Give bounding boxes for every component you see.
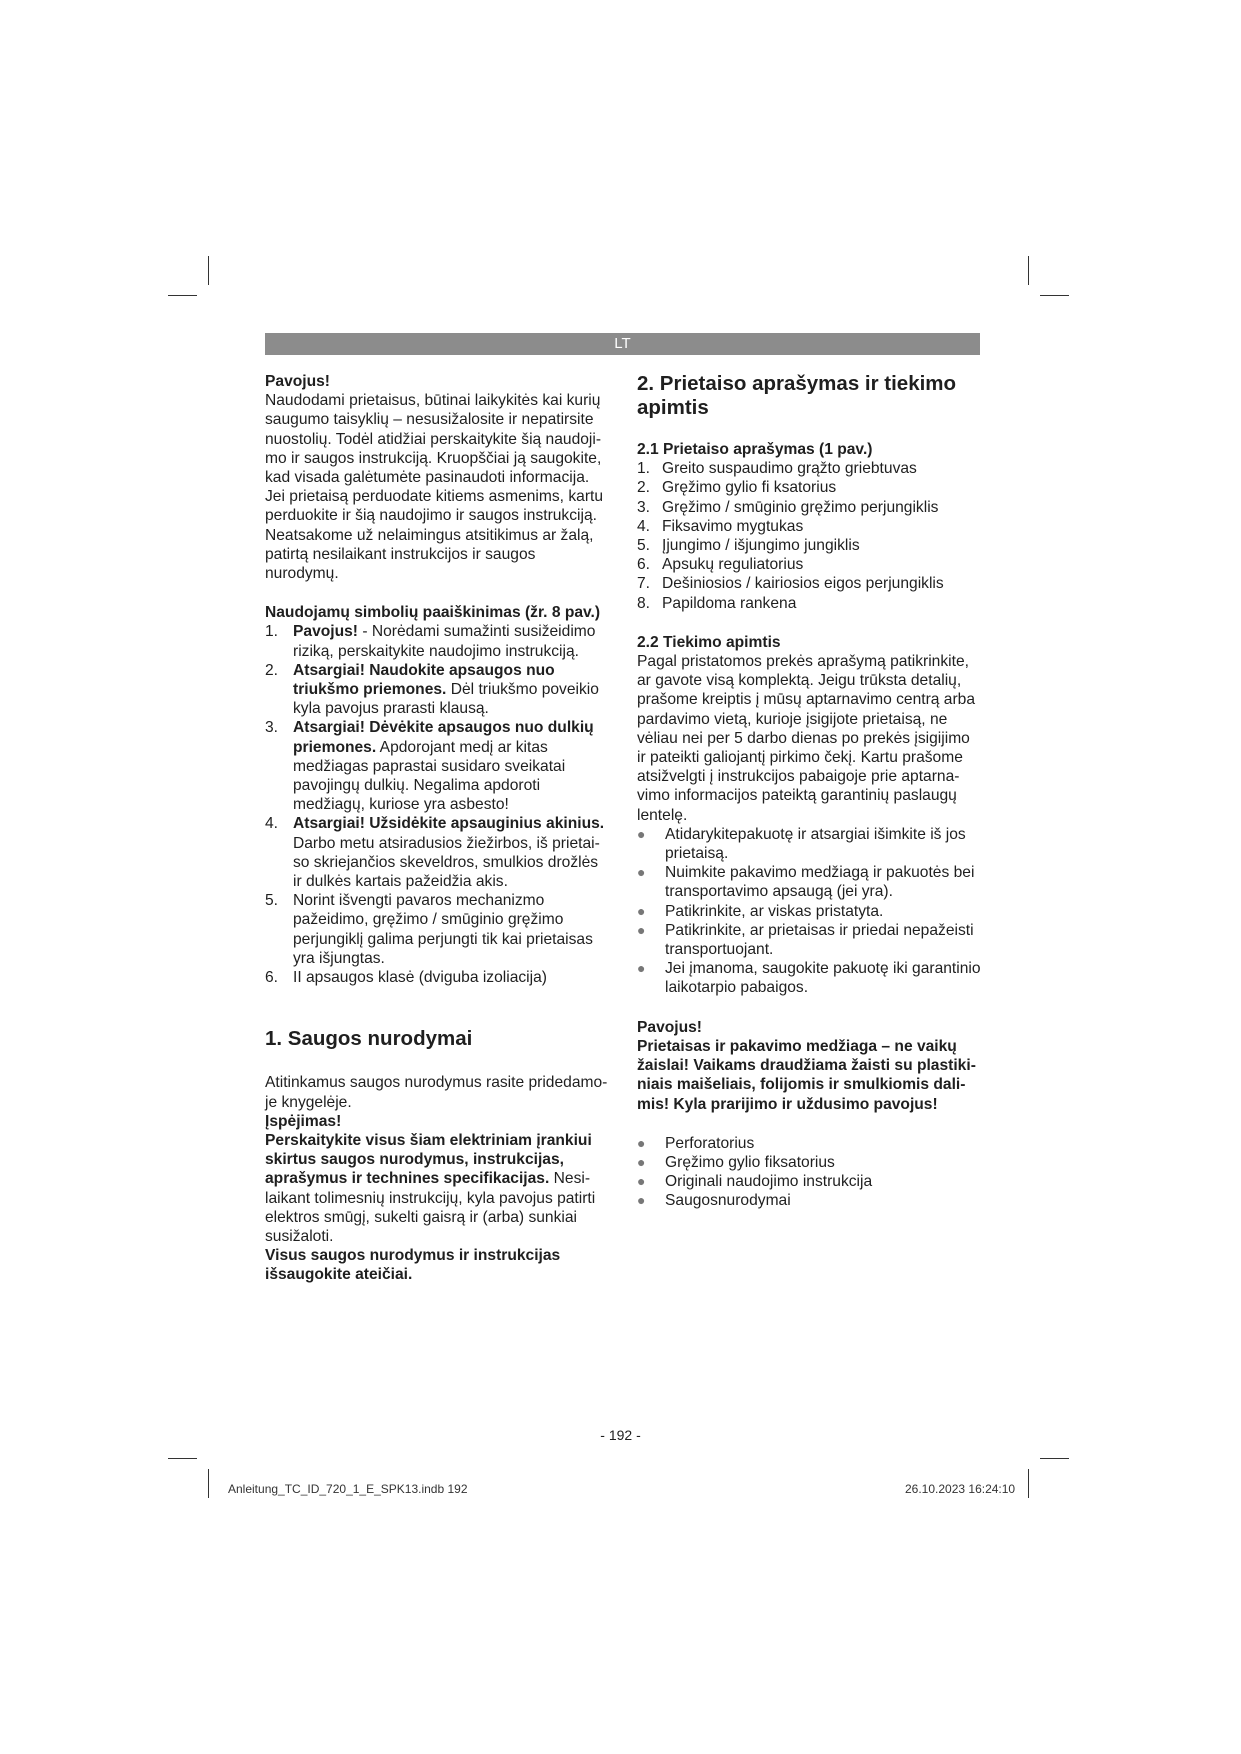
danger2-title: Pavojus!: [637, 1018, 702, 1036]
bullet-icon: ●: [637, 960, 646, 977]
crop-mark: [168, 1458, 197, 1459]
danger-title: Pavojus!: [265, 373, 330, 390]
bullet-icon: ●: [637, 902, 646, 919]
parts-list: [637, 459, 982, 613]
contents-list: [637, 1134, 982, 1211]
page-number: - 192 -: [600, 1427, 641, 1443]
bullet-icon: ●: [637, 1192, 646, 1209]
language-bar: LT: [265, 333, 980, 355]
crop-mark: [1040, 295, 1069, 296]
bullet-icon: ●: [637, 1134, 646, 1151]
list-item: 8. Papildoma rankena: [637, 594, 797, 612]
section1-intro: Atitinkamus saugos nurodymus rasite pridedamoje knygelėje.: [265, 1074, 608, 1111]
steps-list: [637, 825, 982, 998]
keep-instructions: Visus saugos nurodymus ir instrukcijas išsaugokite ateičiai.: [265, 1247, 561, 1284]
crop-mark: [1028, 256, 1029, 285]
sub21-title: 2.1 Prietaiso aprašymas (1 pav.): [637, 441, 873, 458]
list-item: ● Patikrinkite, ar prietaisas ir priedai nepažeisti transportuojant.: [637, 921, 974, 959]
crop-mark: [1028, 1469, 1029, 1498]
crop-mark: [208, 1469, 209, 1498]
list-item: ● Gręžimo gylio fiksatorius: [637, 1153, 835, 1171]
list-item: ● Patikrinkite, ar viskas pristatyta.: [637, 902, 884, 920]
warning-text: Perskaitykite visus šiam elektriniam įrankiui skirtus saugos nurodymus, instrukcijas, aprašymus ir technines specifikacijas. Nesilaikant tolimesnių instrukcijų, kyla pavojus patirti elektros smūgį, sukelti gaisrą ir (arba) sunkiai susižaloti.: [265, 1131, 596, 1245]
footer-timestamp: 26.10.2023 16:24:10: [905, 1482, 1016, 1496]
list-item: ● Nuimkite pakavimo medžiagą ir pakuotės bei transportavimo apsaugą (jei yra).: [637, 864, 975, 901]
list-item: 6. II apsaugos klasė (dviguba izoliacija): [265, 969, 547, 987]
crop-mark: [168, 295, 197, 296]
symbols-title: Naudojamų simbolių paaiškinimas (žr. 8 pav.): [265, 604, 601, 622]
list-item: ● Saugosnurodymai: [637, 1192, 791, 1210]
list-item: 2. Atsargiai! Naudokite apsaugos nuo triukšmo priemones. Dėl triukšmo poveikio kyla pavojus prarasti klausą.: [265, 661, 599, 718]
list-item: ● Jei įmanoma, saugokite pakuotę iki garantinio laikotarpio pabaigos.: [637, 960, 981, 997]
crop-mark: [1040, 1458, 1069, 1459]
list-item: ● Perforatorius: [637, 1134, 755, 1152]
list-item: 1. Greito suspaudimo grąžto griebtuvas: [637, 460, 917, 478]
danger2-text: Prietaisas ir pakavimo medžiaga – ne vaikų žaislai! Vaikams draudžiama žaisti su plastikiniais maišeliais, folijomis ir smulkiomis dalimis! Kyla prarijimo ir uždusimo pavojus!: [637, 1037, 976, 1113]
right-column: [637, 372, 982, 1211]
bullet-icon: ●: [637, 825, 646, 842]
section2-title: 2. Prietaiso aprašymas ir tiekimo apimtis: [637, 372, 957, 419]
list-item: 4. Fiksavimo mygtukas: [637, 517, 804, 535]
bullet-icon: ●: [637, 1153, 646, 1170]
list-item: ● Originali naudojimo instrukcija: [637, 1173, 873, 1191]
crop-mark: [208, 256, 209, 285]
list-item: 5. Įjungimo / išjungimo jungiklis: [637, 537, 860, 555]
list-item: 3. Gręžimo / smūginio gręžimo perjungiklis: [637, 498, 939, 516]
warning-title: Įspėjimas!: [265, 1112, 342, 1130]
list-item: 6. Apsukų reguliatorius: [637, 556, 804, 574]
footer-file: Anleitung_TC_ID_720_1_E_SPK13.indb 192: [228, 1482, 468, 1496]
left-column: [265, 372, 610, 1285]
sub22-title: 2.2 Tiekimo apimtis: [637, 633, 781, 651]
bullet-icon: ●: [637, 921, 646, 938]
list-item: 2. Gręžimo gylio fi ksatorius: [637, 479, 837, 497]
list-item: ● Atidarykitepakuotę ir atsargiai išimkite iš jos prietaisą.: [637, 825, 966, 863]
list-item: 5. Norint išvengti pavaros mechanizmo pažeidimo, gręžimo / smūginio gręžimo perjungiklį galima perjungti tik kai prietaisas yra išjungtas.: [265, 892, 593, 967]
list-item: 3. Atsargiai! Dėvėkite apsaugos nuo dulkių priemones. Apdorojant medį ar kitas medžiagas paprastai susidaro sveikatai pavojingų dulkių. Negalima apdoroti medžiagų, kuriose yra asbesto!: [265, 719, 594, 814]
scope-text: Pagal pristatomos prekės aprašymą patikrinkite, ar gavote visą komplektą. Jeigu trūksta detalių, prašome kreiptis į mūsų aptarnavimo centrą arba pardavimo vietą, kurioje įsigijote prietaisą, ne vėliau nei per 5 darbo dienas po prekės įsigijimo ir pateikti galiojantį pirkimo čekį. Kartu prašome atsižvelgti į instrukcijos pabaigoje prie aptarnavimo informacijos pateiktą garantinių paslaugų lentelę.: [637, 653, 976, 824]
bullet-icon: ●: [637, 864, 646, 881]
symbols-list: [265, 622, 610, 987]
section1-title: 1. Saugos nurodymai: [265, 1027, 473, 1051]
list-item: 7. Dešiniosios / kairiosios eigos perjungiklis: [637, 575, 944, 593]
bullet-icon: ●: [637, 1173, 646, 1190]
list-item: 4. Atsargiai! Užsidėkite apsauginius akinius. Darbo metu atsiradusios žiežirbos, iš prietaiso skriejančios skeveldros, smulkios drožlės ir dulkės kartais pažeidžia akis.: [265, 815, 605, 891]
list-item: 1. Pavojus! - Norėdami sumažinti susižeidimo riziką, perskaitykite naudojimo instrukciją.: [265, 623, 596, 660]
danger-text: Naudodami prietaisus, būtinai laikykitės kai kurių saugumo taisyklių – nesusižalosite ir nepatirsite nuostolių. Todėl atidžiai perskaitykite šią naudojimo ir saugos instrukciją. Kruopščiai ją saugokite, kad visada galėtumėte pasinaudoti informacija. Jei prietaisą perduodate kitiems asmenims, kartu perduokite ir šią naudojimo ir saugos instrukciją. Neatsakome už nelaimingus atsitikimus ar žalą, patirtą nesilaikant instrukcijos ir saugos nurodymų.: [265, 392, 604, 583]
